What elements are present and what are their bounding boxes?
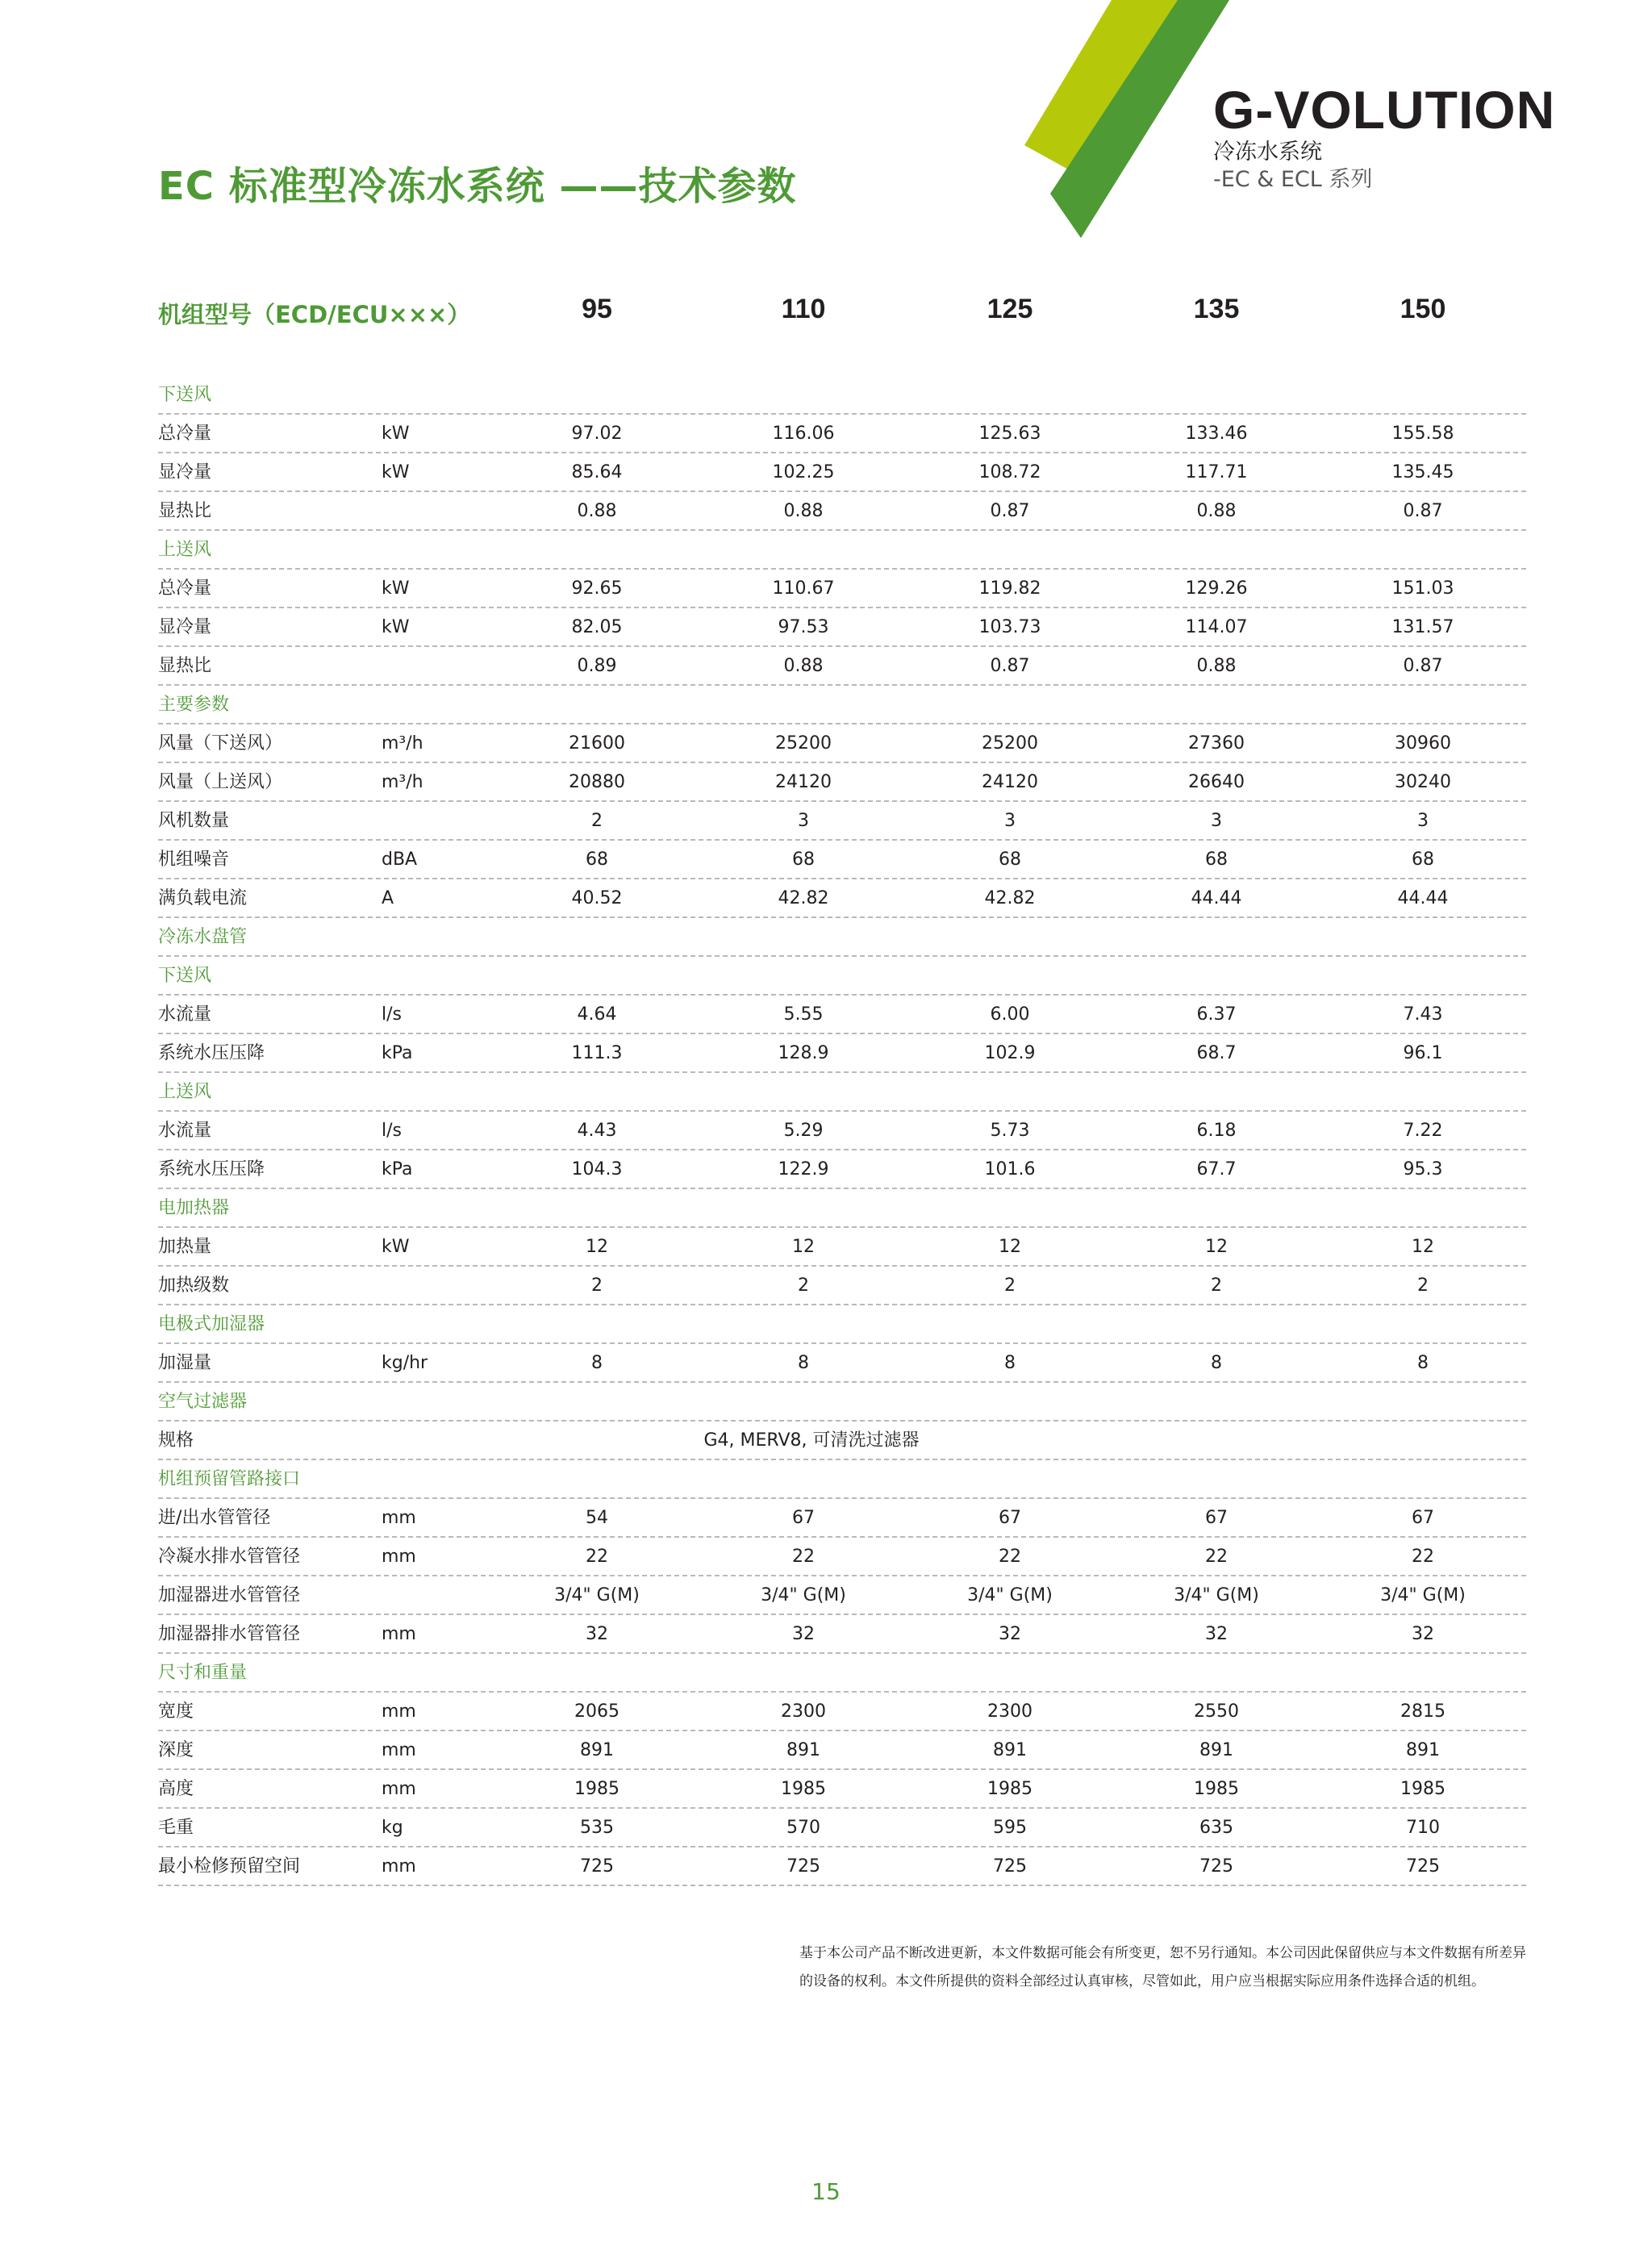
table-row: [158, 1576, 1526, 1615]
row-label: 加湿器排水管管径: [158, 1624, 301, 1644]
row-label: 进/出水管管径: [158, 1508, 271, 1528]
value-cell: 97.53: [778, 617, 829, 637]
value-cell: 42.82: [984, 888, 1036, 908]
value-cell: 891: [580, 1740, 614, 1760]
table-row: [158, 1267, 1526, 1305]
value-cell: 133.46: [1185, 424, 1248, 444]
value-cell: 25200: [982, 733, 1038, 754]
value-cell: 131.57: [1391, 617, 1454, 637]
value-cell: 68: [792, 850, 815, 870]
table-row: [158, 802, 1526, 841]
value-cell: 725: [580, 1856, 614, 1877]
value-cell: 97.02: [571, 424, 623, 444]
value-cell: 22: [1412, 1547, 1434, 1567]
value-cell: 32: [586, 1624, 608, 1644]
value-cell: 4.64: [577, 1004, 617, 1025]
value-cell: 103.73: [978, 617, 1041, 637]
page-title: EC 标准型冷冻水系统 ——技术参数: [158, 164, 797, 209]
value-cell: 67: [1412, 1508, 1434, 1528]
value-cell: 30240: [1395, 772, 1451, 792]
row-unit: dBA: [382, 850, 418, 870]
value-cell: 891: [993, 1740, 1027, 1760]
row-unit: kW: [382, 1237, 410, 1257]
table-row: [158, 1499, 1526, 1538]
value-cell: 67: [1205, 1508, 1228, 1528]
value-cell: 6.37: [1196, 1004, 1237, 1025]
value-cell: 104.3: [571, 1159, 623, 1179]
value-cell: 725: [993, 1856, 1027, 1877]
value-cell: 2: [1417, 1275, 1429, 1296]
value-cell: 2: [798, 1275, 809, 1296]
row-unit: kPa: [382, 1043, 413, 1063]
value-cell: 3: [1211, 811, 1222, 831]
value-cell: 0.88: [783, 656, 824, 676]
value-cell: 595: [993, 1818, 1027, 1838]
table-row: [158, 453, 1526, 492]
row-unit: mm: [382, 1740, 416, 1760]
table-row: [158, 1422, 1526, 1460]
value-cell: 2300: [781, 1701, 826, 1722]
table-row: [158, 879, 1526, 918]
row-label: 总冷量: [158, 424, 212, 444]
row-unit: mm: [382, 1856, 416, 1877]
section-header-row: [158, 1383, 1526, 1422]
row-label: 系统水压压降: [158, 1043, 265, 1063]
brand-title: G-VOLUTION: [1213, 80, 1556, 140]
value-cell: 125.63: [978, 424, 1041, 444]
table-row: [158, 841, 1526, 879]
value-cell: 3/4" G(M): [967, 1585, 1053, 1605]
value-cell: 0.87: [990, 501, 1030, 521]
value-cell: 3: [1417, 811, 1429, 831]
value-cell: 67: [792, 1508, 815, 1528]
section-header-row: [158, 531, 1526, 570]
value-cell: 7.22: [1403, 1121, 1443, 1141]
value-cell: 0.88: [1196, 656, 1237, 676]
value-cell: 27360: [1188, 733, 1245, 754]
value-cell: 26640: [1188, 772, 1245, 792]
value-cell: 2: [591, 1275, 603, 1296]
table-row: [158, 1731, 1526, 1770]
value-cell: 570: [786, 1818, 820, 1838]
section-label: 下送风: [158, 385, 212, 405]
row-label: 深度: [158, 1740, 194, 1760]
table-row: [158, 1847, 1526, 1886]
table-row: [158, 1150, 1526, 1189]
table-row: [158, 570, 1526, 608]
table-row: [158, 724, 1526, 763]
value-cell: 122.9: [778, 1159, 829, 1179]
value-cell: 12: [586, 1237, 608, 1257]
value-cell: 3/4" G(M): [1174, 1585, 1259, 1605]
value-cell: 32: [1205, 1624, 1228, 1644]
value-cell: 68: [1205, 850, 1228, 870]
value-cell: 24120: [982, 772, 1038, 792]
value-cell: 128.9: [778, 1043, 829, 1063]
value-cell: 25200: [775, 733, 832, 754]
section-header-row: [158, 918, 1526, 957]
value-cell: 85.64: [571, 462, 623, 482]
value-cell: 0.88: [1196, 501, 1237, 521]
value-cell: 725: [1199, 1856, 1233, 1877]
value-cell: 12: [792, 1237, 815, 1257]
value-cell: 22: [792, 1547, 815, 1567]
row-label: 风量（上送风）: [158, 772, 283, 792]
brand-stripes-graphic: [1016, 0, 1242, 242]
value-cell: 24120: [775, 772, 832, 792]
table-row: [158, 763, 1526, 802]
row-label: 高度: [158, 1779, 194, 1799]
row-label: 水流量: [158, 1121, 212, 1141]
row-label: 规格: [158, 1430, 194, 1451]
table-row: [158, 1615, 1526, 1654]
value-cell: 0.88: [783, 501, 824, 521]
value-cell: 40.52: [571, 888, 623, 908]
value-cell: 1985: [987, 1779, 1032, 1799]
section-label: 电加热器: [158, 1198, 230, 1218]
value-cell: 67.7: [1196, 1159, 1237, 1179]
value-cell: 891: [786, 1740, 820, 1760]
row-label: 加湿量: [158, 1353, 212, 1373]
row-label: 显热比: [158, 656, 212, 676]
value-cell: 20880: [569, 772, 625, 792]
value-cell: 1985: [1400, 1779, 1446, 1799]
value-cell: 102.9: [984, 1043, 1036, 1063]
value-cell: 1985: [781, 1779, 826, 1799]
table-row: [158, 1693, 1526, 1731]
value-cell: 725: [786, 1856, 820, 1877]
section-label: 冷冻水盘管: [158, 927, 248, 947]
value-cell: 32: [792, 1624, 815, 1644]
value-cell: 2: [591, 811, 603, 831]
row-unit: mm: [382, 1701, 416, 1722]
value-cell: 42.82: [778, 888, 829, 908]
section-header-row: [158, 1460, 1526, 1499]
row-unit: mm: [382, 1547, 416, 1567]
model-number: 135: [1193, 294, 1240, 324]
value-cell: 12: [1412, 1237, 1434, 1257]
row-label: 显热比: [158, 501, 212, 521]
row-unit: l/s: [382, 1121, 402, 1141]
value-cell: 2065: [574, 1701, 620, 1722]
value-cell: 12: [1205, 1237, 1228, 1257]
page-number: 15: [811, 2178, 841, 2205]
row-label: 机组噪音: [158, 850, 230, 870]
value-cell: 2: [1211, 1275, 1222, 1296]
value-cell: 129.26: [1185, 578, 1248, 599]
value-cell: 110.67: [772, 578, 835, 599]
row-label: 冷凝水排水管管径: [158, 1547, 301, 1567]
value-cell: 82.05: [571, 617, 623, 637]
value-cell: 151.03: [1391, 578, 1454, 599]
value-cell: 102.25: [772, 462, 835, 482]
value-cell: 22: [586, 1547, 608, 1567]
value-cell: 54: [586, 1508, 608, 1528]
value-cell: 155.58: [1391, 424, 1454, 444]
value-cell: 535: [580, 1818, 614, 1838]
table-row: [158, 1344, 1526, 1383]
value-cell: 22: [999, 1547, 1021, 1567]
value-cell: 95.3: [1403, 1159, 1443, 1179]
table-row: [158, 647, 1526, 686]
row-label: 显冷量: [158, 617, 212, 637]
value-cell: 68.7: [1196, 1043, 1237, 1063]
section-label: 上送风: [158, 1082, 212, 1102]
value-cell: 6.00: [990, 1004, 1030, 1025]
value-cell: 114.07: [1185, 617, 1248, 637]
value-cell: 3: [798, 811, 809, 831]
model-header-row: [158, 290, 1526, 339]
section-header-row: [158, 1073, 1526, 1112]
row-label: 宽度: [158, 1701, 194, 1722]
value-cell: 135.45: [1391, 462, 1454, 482]
value-cell: 96.1: [1403, 1043, 1443, 1063]
row-unit: mm: [382, 1779, 416, 1799]
row-unit: kg: [382, 1818, 403, 1838]
value-cell: 68: [1412, 850, 1434, 870]
value-cell: 119.82: [978, 578, 1041, 599]
table-row: [158, 1228, 1526, 1267]
row-label: 系统水压压降: [158, 1159, 265, 1179]
brand-subtitle-line2: -EC & ECL 系列: [1213, 167, 1373, 192]
brand-block: [1213, 81, 1584, 194]
value-cell: 4.43: [577, 1121, 617, 1141]
value-cell: 0.87: [1403, 501, 1443, 521]
row-label: 满负载电流: [158, 888, 248, 908]
value-cell: 2300: [987, 1701, 1032, 1722]
value-cell: 710: [1406, 1818, 1440, 1838]
value-cell: 32: [999, 1624, 1021, 1644]
row-unit: l/s: [382, 1004, 402, 1025]
model-number: 110: [781, 294, 826, 324]
value-cell: 0.87: [990, 656, 1030, 676]
table-row: [158, 996, 1526, 1034]
section-header-row: [158, 1305, 1526, 1344]
row-unit: m³/h: [382, 772, 423, 792]
row-unit: kPa: [382, 1159, 413, 1179]
section-header-row: [158, 1654, 1526, 1693]
table-row: [158, 1538, 1526, 1576]
row-unit: mm: [382, 1624, 416, 1644]
section-label: 机组预留管路接口: [158, 1469, 301, 1489]
value-cell: 3/4" G(M): [554, 1585, 640, 1605]
row-unit: kW: [382, 578, 410, 599]
value-cell: 8: [591, 1353, 603, 1373]
value-cell: 635: [1199, 1818, 1233, 1838]
table-row: [158, 1809, 1526, 1847]
row-unit: kg/hr: [382, 1353, 428, 1373]
value-cell: 3: [1004, 811, 1016, 831]
model-number: 125: [987, 294, 1033, 324]
value-cell: 1985: [574, 1779, 620, 1799]
value-cell: 1985: [1194, 1779, 1239, 1799]
value-cell: 111.3: [571, 1043, 623, 1063]
value-cell: 44.44: [1397, 888, 1449, 908]
row-unit: kW: [382, 424, 410, 444]
row-label: 最小检修预留空间: [158, 1856, 301, 1877]
value-cell: 32: [1412, 1624, 1434, 1644]
section-label: 下送风: [158, 966, 212, 986]
value-cell: 2815: [1400, 1701, 1446, 1722]
section-label: 空气过滤器: [158, 1392, 248, 1412]
model-number: 95: [582, 294, 612, 324]
value-cell: 7.43: [1403, 1004, 1443, 1025]
table-row: [158, 1112, 1526, 1150]
section-header-row: [158, 1189, 1526, 1228]
value-cell: 12: [999, 1237, 1021, 1257]
value-cell: 8: [1211, 1353, 1222, 1373]
value-cell: 8: [798, 1353, 809, 1373]
value-cell: 116.06: [772, 424, 835, 444]
section-label: 电极式加湿器: [158, 1314, 265, 1334]
row-label: 总冷量: [158, 578, 212, 599]
row-label: 加湿器进水管管径: [158, 1585, 301, 1605]
row-label: 显冷量: [158, 462, 212, 482]
row-unit: m³/h: [382, 733, 423, 754]
value-cell: 0.88: [577, 501, 617, 521]
value-cell: 8: [1004, 1353, 1016, 1373]
row-label: 水流量: [158, 1004, 212, 1025]
value-cell: 44.44: [1191, 888, 1242, 908]
table-row: [158, 1034, 1526, 1073]
value-cell: 2550: [1194, 1701, 1239, 1722]
value-cell: 5.55: [783, 1004, 824, 1025]
value-cell: 68: [999, 850, 1021, 870]
value-cell: 8: [1417, 1353, 1429, 1373]
value-cell: 725: [1406, 1856, 1440, 1877]
row-label: 风机数量: [158, 811, 230, 831]
row-label: 加热量: [158, 1237, 212, 1257]
section-header-row: [158, 686, 1526, 724]
value-cell: 22: [1205, 1547, 1228, 1567]
row-label: 加热级数: [158, 1275, 230, 1296]
value-cell: 891: [1199, 1740, 1233, 1760]
value-cell: 117.71: [1185, 462, 1248, 482]
value-cell: 68: [586, 850, 608, 870]
value-cell: 6.18: [1196, 1121, 1237, 1141]
value-cell: 67: [999, 1508, 1021, 1528]
row-unit: mm: [382, 1508, 416, 1528]
model-number: 150: [1400, 294, 1446, 324]
value-cell: 21600: [569, 733, 625, 754]
section-header-row: [158, 376, 1526, 415]
brand-subtitle-line1: 冷冻水系统: [1213, 140, 1322, 165]
row-unit: kW: [382, 462, 410, 482]
row-unit: kW: [382, 617, 410, 637]
section-header-row: [158, 957, 1526, 996]
value-cell: 30960: [1395, 733, 1451, 754]
value-cell: 0.87: [1403, 656, 1443, 676]
section-label: 上送风: [158, 540, 212, 560]
value-cell: 2: [1004, 1275, 1016, 1296]
section-label: 尺寸和重量: [158, 1663, 248, 1683]
row-unit: A: [382, 888, 394, 908]
table-row: [158, 608, 1526, 647]
value-cell: 3/4" G(M): [1380, 1585, 1466, 1605]
value-cell: 891: [1406, 1740, 1440, 1760]
model-label: 机组型号（ECD/ECU×××）: [158, 301, 471, 328]
value-cell: 92.65: [571, 578, 623, 599]
value-cell: 5.73: [990, 1121, 1030, 1141]
merged-value-cell: G4, MERV8, 可清洗过滤器: [703, 1430, 920, 1451]
row-label: 风量（下送风）: [158, 733, 283, 754]
value-cell: 5.29: [783, 1121, 824, 1141]
value-cell: 101.6: [984, 1159, 1036, 1179]
value-cell: 108.72: [978, 462, 1041, 482]
spec-table: [158, 376, 1526, 1886]
table-row: [158, 492, 1526, 531]
table-row: [158, 415, 1526, 453]
table-row: [158, 1770, 1526, 1809]
section-label: 主要参数: [158, 695, 230, 715]
disclaimer-text: 基于本公司产品不断改进更新，本文件数据可能会有所变更，恕不另行通知。本公司因此保留供应与本文件数据有所差异的设备的权利。本文件所提供的资料全部经过认真审核，尽管如此，用户应当根据实际应用条件选择合适的机组。: [799, 1945, 1526, 1989]
value-cell: 3/4" G(M): [761, 1585, 846, 1605]
row-label: 毛重: [158, 1818, 194, 1838]
value-cell: 0.89: [577, 656, 617, 676]
